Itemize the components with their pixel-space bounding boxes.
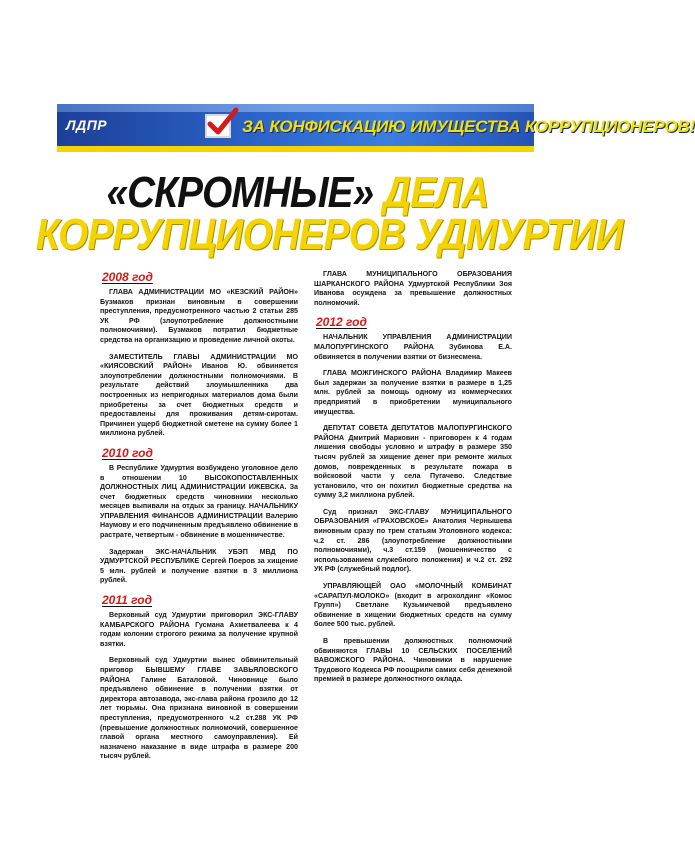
title-word-deals: ДЕЛА xyxy=(383,168,489,217)
page-title-line-2: КОРРУПЦИОНЕРОВ УДМУРТИИ xyxy=(35,210,623,259)
article-paragraph: В Республике Удмуртия возбуждено уголовное дело в отношении 10 ВЫСОКОПОСТАВЛЕННЫХ ДОЛЖНОСТНЫХ ЛИЦ АДМИНИСТРАЦИИ ИЖЕВСКА. За счет бюджетных средств чиновники несколько месяцев выпивали на отдых за границу. НАЧАЛЬНИКУ УПРАВЛЕНИЯ ФИНАНСОВ АДМИНИСТРАЦИИ Валерию Наумову и его подчиненным предъявлено обвинение в растрате, четвертым - обвинение в мошенничестве. xyxy=(100,463,298,540)
article-paragraph: Задержан ЭКС-НАЧАЛЬНИК УБЭП МВД ПО УДМУРТСКОЙ РЕСПУБЛИКЕ Сергей Поеров за хищение 5 млн. рублей и получение взятки в 3 миллиона рублей. xyxy=(100,547,298,585)
article-right-column xyxy=(314,270,512,692)
article-paragraph: Верховный суд Удмуртии приговорил ЭКС-ГЛАВУ КАМБАРСКОГО РАЙОНА Гусмана Ахметвалеева к 4 годам колонии строгого режима за получение крупной взятки. xyxy=(100,611,298,648)
article-paragraph: ЗАМЕСТИТЕЛЬ ГЛАВЫ АДМИНИСТРАЦИИ МО «КИЯСОВСКИЙ РАЙОН» Иванов Ю. обвиняется злоупотреблении должностными полномочиями. В результате действий злоумышленника два построенных из непригодных материалов дома были приобретены за счет бюджетных средств и предоставлены для проживания детям-сиротам. Причинен ущерб бюджетной сметене на сумму более 1 миллиона рублей. xyxy=(100,352,298,438)
year-heading-2008: 2008 год xyxy=(102,270,153,284)
slogan: ЗА КОНФИСКАЦИЮ ИМУЩЕСТВА КОРРУПЦИОНЕРОВ! xyxy=(242,117,695,136)
article-paragraph: В превышении должностных полномочий обвиняются ГЛАВЫ 10 СЕЛЬСКИХ ПОСЕЛЕНИЙ ВАВОЖСКОГО РАЙОНА. Чиновники в нарушение Трудового Кодекса РФ поощрили самих себя денежной премией в размере должностного оклада. xyxy=(314,637,512,684)
article-paragraph: УПРАВЛЯЮЩЕЙ ОАО «МОЛОЧНЫЙ КОМБИНАТ «САРАПУЛ-МОЛОКО» (входит в агрохолдинг «Комос Групп») Светлане Кузьмичевой предъявлено обвинение в хищении бюджетных средств на сумму более 500 тыс. рублей. xyxy=(314,582,512,629)
year-heading-2010: 2010 год xyxy=(102,445,153,460)
article-paragraph: ДЕПУТАТ СОВЕТА ДЕПУТАТОВ МАЛОПУРГИНСКОГО РАЙОНА Дмитрий Марковин - приговорен к 4 годам лишения свободы условно и штрафу в размере 350 тысяч рублей за хищение денег при ремонте жилых домов, поврежденных в результате пожара в войсковой части у села Пугачево. Следствие установило, что он похитил бюджетные средства на сумму 3,2 миллиона рублей. xyxy=(314,424,512,500)
article-left-column xyxy=(100,270,298,769)
article-paragraph: ГЛАВА МОЖГИНСКОГО РАЙОНА Владимир Макеев был задержан за получение взятки в размере в 1,25 млн. рублей за помощь одному из коммерческих предприятий в приобретении муниципального имущества. xyxy=(314,369,512,416)
year-heading-2011: 2011 год xyxy=(102,593,152,608)
title-quoted-word: «СКРОМНЫЕ» xyxy=(106,168,374,217)
checkmark-icon xyxy=(205,114,231,138)
party-logo: ЛДПР xyxy=(66,117,108,133)
article-paragraph: ГЛАВА АДМИНИСТРАЦИИ МО «КЕЗСКИЙ РАЙОН» Бузмаков признан виновным в совершении преступления, предусмотренного частью 2 статьи 285 УК РФ (злоупотребление должностными полномочиями). Бузмаков потратил бюджетные средства на организацию и проведение личной охоты. xyxy=(100,288,298,344)
header-banner xyxy=(57,104,695,152)
article-paragraph: Суд признал ЭКС-ГЛАВУ МУНИЦИПАЛЬНОГО ОБРАЗОВАНИЯ «ГРАХОВСКОЕ» Анатолия Чернышева виновным сразу по трем статьям Уголовного кодекса: ч.2 ст. 286 (злоупотребление должностными полномочиями), ч.3 ст.159 (мошенничество с использованием служебного положения) и ч.2 ст. 292 УК РФ (служебный подлог). xyxy=(314,507,512,574)
article-paragraph: Верховный суд Удмуртии вынес обвинительный приговор БЫВШЕМУ ГЛАВЕ ЗАВЬЯЛОВСКОГО РАЙОНА Галине Баталовой. Чиновнице было предъявлено обвинение в получении взятки от директора автозавода, экс-глава района грозило до 12 лет тюрьмы. Она признана виновной в совершении преступления, предусмотренного ч.2 ст.288 УК РФ (превышение должностных полномочий, совершенное главой органа местного самоуправления). Ей назначено наказание в виде штрафа в размере 200 тысяч рублей. xyxy=(100,656,298,761)
article-paragraph: ГЛАВА МУНИЦИПАЛЬНОГО ОБРАЗОВАНИЯ ШАРКАНСКОГО РАЙОНА Удмуртской Республики Зоя Иванова осуждена за превышение должностных полномочий. xyxy=(314,270,512,307)
year-heading-2012: 2012 год xyxy=(316,315,367,330)
article-paragraph: НАЧАЛЬНИК УПРАВЛЕНИЯ АДМИНИСТРАЦИИ МАЛОПУРГИНСКОГО РАЙОНА Зубинова Е.А. обвиняется в получении взятки от бизнесмена. xyxy=(314,333,512,361)
